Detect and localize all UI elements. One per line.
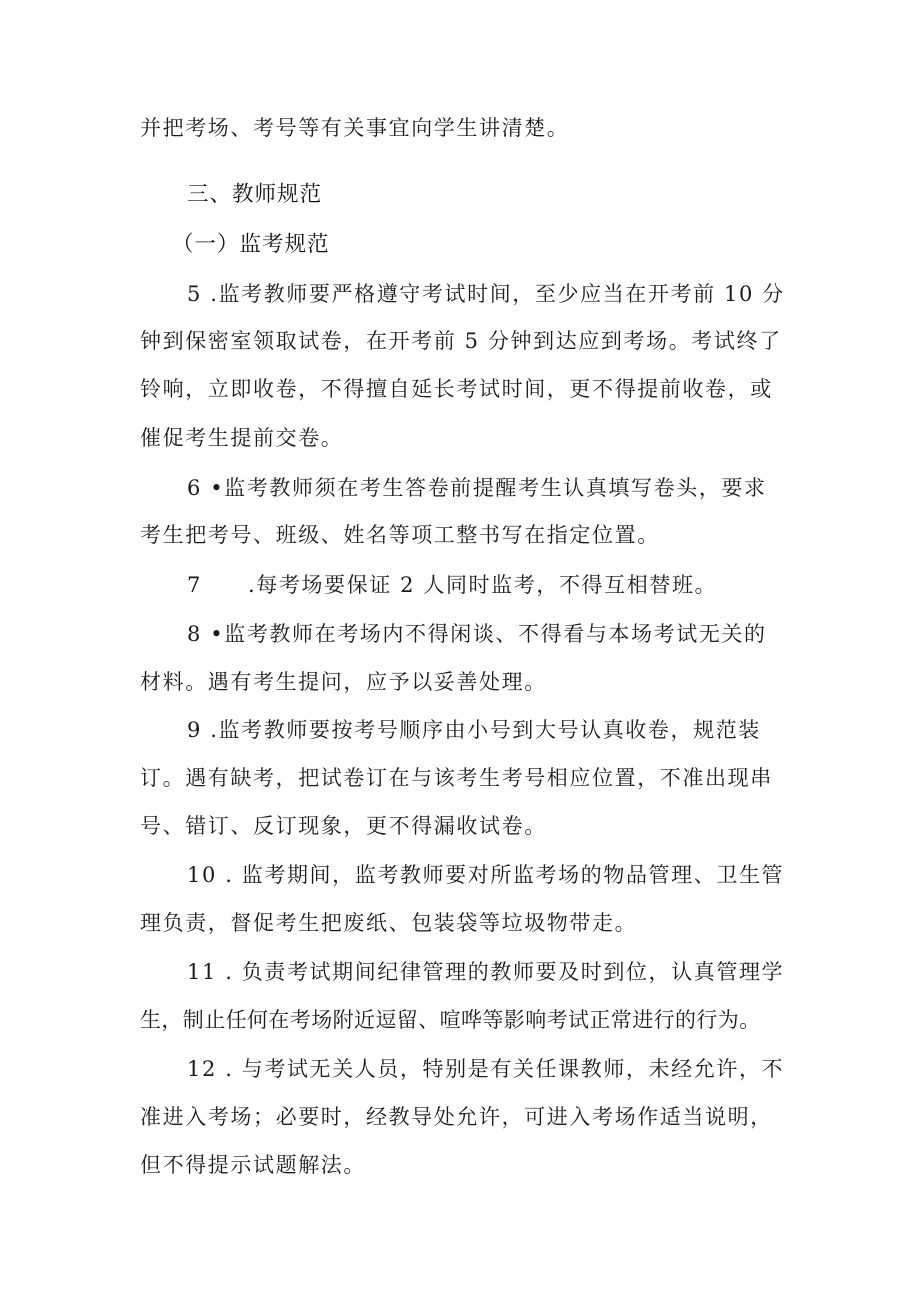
item-number: 7 (187, 573, 202, 597)
paragraph-line: 钟到保密室领取试卷，在开考前 5 分钟到达应到考场。考试终了 (140, 329, 782, 353)
paragraph-line: 10 . 监考期间，监考教师要对所监考场的物品管理、卫生管 (187, 863, 785, 887)
subsection-heading: （一）监考规范 (172, 232, 330, 257)
paragraph-line: 8 •监考教师在考场内不得闲谈、不得看与本场考试无关的 (187, 622, 767, 646)
item-text: .每考场要保证 2 人同时监考，不得互相替班。 (247, 573, 718, 597)
paragraph-line: 6 •监考教师须在考生答卷前提醒考生认真填写卷头，要求 (187, 476, 767, 500)
paragraph-line: 12 . 与考试无关人员，特别是有关任课教师，未经允许，不 (187, 1057, 785, 1081)
paragraph-line: 但不得提示试题解法。 (140, 1153, 366, 1177)
paragraph-line: 并把考场、考号等有关事宜向学生讲清楚。 (140, 116, 570, 140)
paragraph-line (187, 570, 717, 600)
paragraph-line: 生，制止任何在考场附近逗留、喧哗等影响考试正常进行的行为。 (140, 1008, 761, 1032)
paragraph-line: 5 .监考教师要严格遵守考试时间，至少应当在开考前 10 分 (187, 282, 785, 306)
paragraph-line: 材料。遇有考生提问，应予以妥善处理。 (140, 670, 547, 694)
section-heading: 三、教师规范 (187, 182, 323, 207)
paragraph-line: 催促考生提前交卷。 (140, 426, 344, 450)
paragraph-line: 准进入考场；必要时，经教导处允许，可进入考场作适当说明， (140, 1105, 773, 1129)
paragraph-line: 考生把考号、班级、姓名等项工整书写在指定位置。 (140, 523, 660, 547)
paragraph-line: 订。遇有缺考，把试卷订在与该考生考号相应位置，不准出现串 (140, 766, 773, 790)
paragraph-line: 铃响，立即收卷，不得擅自延长考试时间，更不得提前收卷，或 (140, 377, 773, 401)
paragraph-line: 号、错订、反订现象，更不得漏收试卷。 (140, 814, 547, 838)
paragraph-line: 9 .监考教师要按考号顺序由小号到大号认真收卷，规范装 (187, 718, 761, 742)
paragraph-line: 理负责，督促考生把废纸、包装袋等垃圾物带走。 (140, 911, 638, 935)
paragraph-line: 11 . 负责考试期间纪律管理的教师要及时到位，认真管理学 (187, 960, 785, 984)
